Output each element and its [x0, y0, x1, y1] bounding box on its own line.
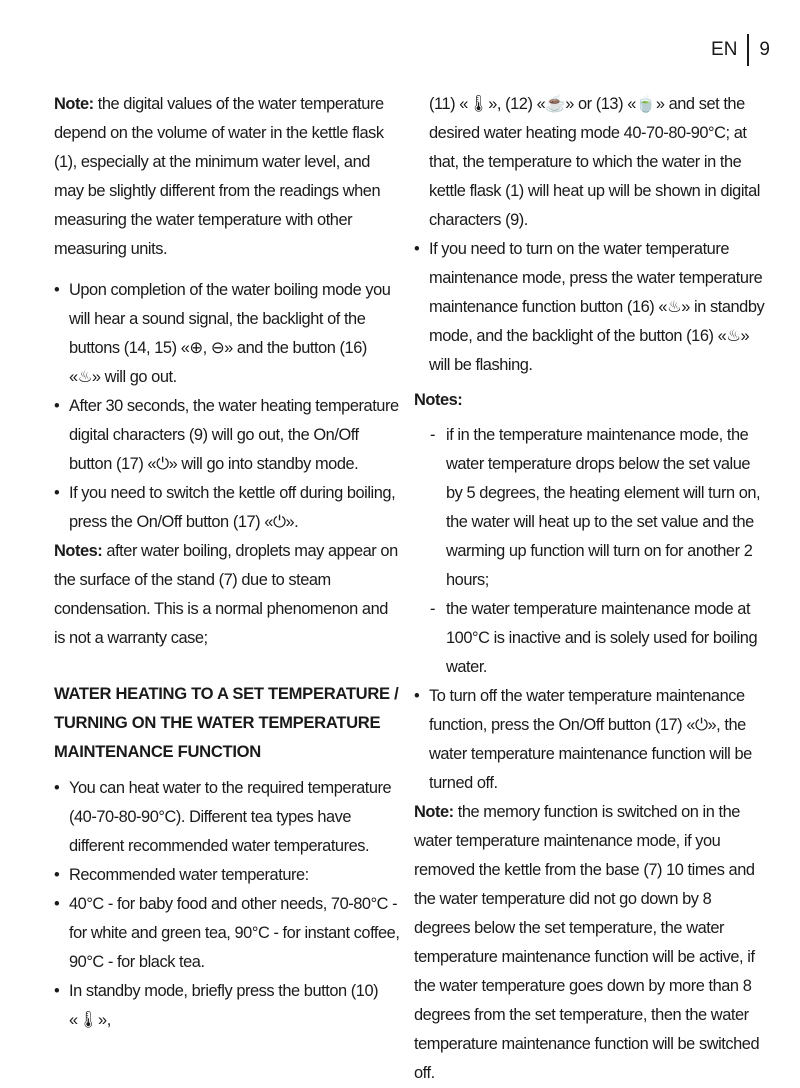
language-code: EN	[711, 39, 738, 60]
list-item: • To turn off the water temperature maintenance function, press the On/Off button (17) «⏻», the water temperature maintenance function will be turned off.	[414, 682, 770, 798]
notes-text: after water boiling, droplets may appear on the surface of the stand (7) due to steam condensation. This is a normal phenomenon and is not a warranty case;	[54, 542, 398, 647]
maintenance-bullets	[414, 235, 770, 380]
memory-note-paragraph	[414, 798, 770, 1088]
list-item: • 40°C - for baby food and other needs, 70-80°C - for white and green tea, 90°C - for instant coffee, 90°C - for black tea.	[54, 890, 400, 977]
list-item: • After 30 seconds, the water heating temperature digital characters (9) will go out, the On/Off button (17) «⏻» will go into standby mode.	[54, 392, 400, 479]
list-item: • Recommended water temperature:	[54, 861, 400, 890]
boiling-bullets	[54, 276, 400, 537]
notes-label: Notes:	[54, 542, 103, 560]
list-item: • If you need to switch the kettle off during boiling, press the On/Off button (17) «⏻».	[54, 479, 400, 537]
right-column	[414, 90, 770, 1088]
notes-title: Notes:	[414, 391, 463, 409]
note-text: the memory function is switched on in the water temperature maintenance mode, if you removed the kettle from the base (7) 10 times and the water temperature did not go down by 8 degrees below the set temperature, the water temperature maintenance function will be active, if the water temperature goes down by more than 8 degrees from the set temperature, then the water temperature maintenance function will be switched off.	[414, 803, 760, 1082]
page-header	[711, 34, 770, 66]
list-item: • You can heat water to the required temperature (40-70-80-90°C). Different tea types have different recommended water temperatures.	[54, 774, 400, 861]
list-item: • In standby mode, briefly press the button (10) «🌡»,	[54, 977, 400, 1035]
note-paragraph	[54, 90, 400, 264]
list-item: - the water temperature maintenance mode at 100°C is inactive and is solely used for boiling water.	[430, 595, 770, 682]
left-column	[54, 90, 400, 1035]
note-text: the digital values of the water temperature depend on the volume of water in the kettle flask (1), especially at the minimum water level, and may be slightly different from the readings when measuring the water temperature with other measuring units.	[54, 95, 384, 258]
continuation-paragraph: (11) «🌡», (12) «☕» or (13) «🍵» and set the desired water heating mode 40-70-80-90°C; at that, the temperature to which the water in the kettle flask (1) will heat up will be shown in digital characters (9).	[429, 95, 760, 229]
heating-bullets	[54, 774, 400, 1035]
notes-paragraph	[54, 537, 400, 653]
section-heading: WATER HEATING TO A SET TEMPERATURE / TURNING ON THE WATER TEMPERATURE MAINTENANCE FUNCTION	[54, 684, 399, 761]
list-item: - if in the temperature maintenance mode, the water temperature drops below the set value by 5 degrees, the heating element will turn on, the water will heat up to the set value and the warming up function will turn on for another 2 hours;	[430, 421, 770, 595]
turn-off-bullets	[414, 682, 770, 798]
list-item: • If you need to turn on the water temperature maintenance mode, press the water temperature maintenance function button (16) «♨» in standby mode, and the backlight of the button (16) «♨» will be flashing.	[414, 235, 770, 380]
note-label: Note:	[54, 95, 94, 113]
page-number: 9	[759, 39, 770, 60]
list-item: • Upon completion of the water boiling mode you will hear a sound signal, the backlight of the buttons (14, 15) «⊕, ⊖» and the button (16) «♨» will go out.	[54, 276, 400, 392]
notes-dash-list	[430, 421, 770, 682]
note-label: Note:	[414, 803, 454, 821]
